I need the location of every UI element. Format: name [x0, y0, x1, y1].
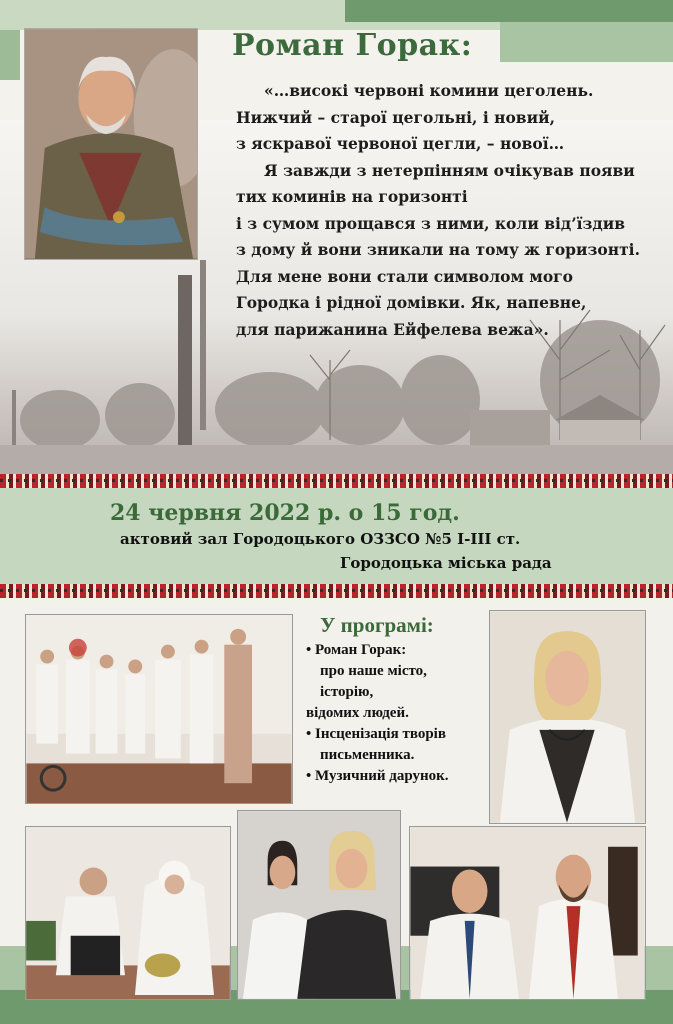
quote-line: «…високі червоні комини цеголень. — [264, 81, 594, 100]
program-item: • Музичний дарунок. — [306, 768, 449, 784]
event-program — [306, 612, 486, 787]
quote-line: для парижанина Ейфелева вежа». — [236, 319, 549, 339]
author-quote — [236, 78, 656, 343]
quote-line: Нижчий – старої цегольні, і новий, — [236, 107, 555, 127]
quote-line: і з сумом прощався з ними, коли від’їздив — [236, 213, 625, 233]
left-decor-strip — [0, 30, 20, 80]
embroidery-ornament-border — [0, 584, 673, 598]
quote-line: тих коминів на горизонті — [236, 187, 468, 206]
program-item: про наше місто, — [320, 663, 427, 679]
author-portrait-photo — [24, 28, 198, 260]
program-item: • Інсценізація творів — [306, 726, 446, 742]
top-decor-band-dark — [345, 0, 673, 22]
two-men-photo — [409, 826, 646, 1000]
program-item: відомих людей. — [306, 705, 409, 721]
author-name-title: Роман Горак: — [232, 28, 473, 63]
event-date: 24 червня 2022 р. о 15 год. — [110, 500, 460, 526]
program-list — [306, 640, 486, 787]
event-organizer: Городоцька міська рада — [340, 554, 552, 572]
program-item: • Роман Горак: — [306, 642, 407, 658]
quote-line: Я завжди з нетерпінням очікував появи — [264, 160, 635, 180]
two-women-photo — [237, 810, 401, 1000]
woman-portrait-photo — [489, 610, 646, 824]
quote-line: Городка і рідної домівки. Як, напевне, — [236, 293, 587, 312]
embroidery-ornament-border — [0, 474, 673, 488]
stage-performance-photo — [25, 614, 293, 804]
quote-line: з яскравої червоної цегли, – нової… — [236, 134, 565, 153]
program-item: історію, — [320, 684, 374, 700]
quote-line: Для мене вони стали символом мого — [236, 266, 574, 286]
event-venue: актовий зал Городоцького ОЗЗСО №5 I-III ст. — [120, 530, 521, 548]
program-item: письменника. — [320, 747, 415, 763]
top-decor-band-light — [500, 22, 673, 62]
program-title: У програмі: — [320, 613, 434, 637]
quote-line: з дому й вони зникали на тому ж горизонті. — [236, 240, 640, 259]
stage-scene-photo — [25, 826, 231, 1000]
